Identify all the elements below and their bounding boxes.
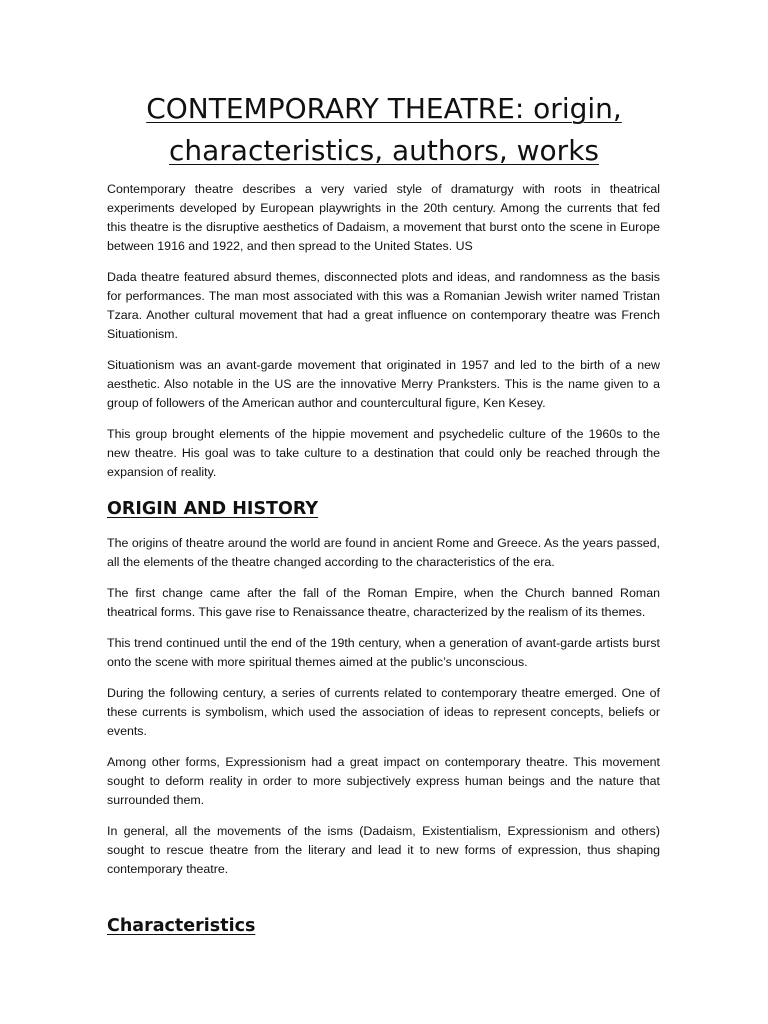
intro-paragraph-2: Dada theatre featured absurd themes, disconnected plots and ideas, and randomness as the basis for performances. The man most associated with this was a Romanian Jewish writer named Tristan Tzara. Another cultural movement that had a great influence on contemporary theatre was French Situationism. bbox=[107, 270, 660, 341]
characteristics-heading: Characteristics bbox=[107, 916, 256, 936]
origin-paragraph-6: In general, all the movements of the isms (Dadaism, Existentialism, Expressionism and others) sought to rescue theatre from the literary and lead it to new forms of expression, thus shaping contemporary theatre. bbox=[107, 824, 660, 876]
intro-paragraph-1: Contemporary theatre describes a very varied style of dramaturgy with roots in theatrical experiments developed by European playwrights in the 20th century. Among the currents that fed this theatre is the disruptive aesthetics of Dadaism, a movement that burst onto the scene in Europe between 1916 and 1922, and then spread to the United States. US bbox=[107, 182, 660, 253]
document-title: CONTEMPORARY THEATRE: origin, characteristics, authors, works bbox=[146, 92, 622, 167]
origin-paragraph-1: The origins of theatre around the world are found in ancient Rome and Greece. As the years passed, all the elements of the theatre changed according to the characteristics of the era. bbox=[107, 536, 660, 569]
origin-paragraph-3: This trend continued until the end of the 19th century, when a generation of avant-garde artists burst onto the scene with more spiritual themes aimed at the public’s unconscious. bbox=[107, 636, 660, 669]
origin-history-heading: ORIGIN AND HISTORY bbox=[107, 499, 319, 519]
origin-paragraph-4: During the following century, a series of currents related to contemporary theatre emerged. One of these currents is symbolism, which used the association of ideas to represent concepts, beliefs or events. bbox=[107, 686, 660, 738]
origin-paragraph-5: Among other forms, Expressionism had a great impact on contemporary theatre. This movement sought to deform reality in order to more subjectively express human beings and the nature that surrounded them. bbox=[107, 755, 660, 807]
document-body bbox=[107, 180, 660, 938]
origin-paragraph-2: The first change came after the fall of the Roman Empire, when the Church banned Roman theatrical forms. This gave rise to Renaissance theatre, characterized by the realism of its themes. bbox=[107, 586, 660, 619]
intro-paragraph-3: Situationism was an avant-garde movement that originated in 1957 and led to the birth of a new aesthetic. Also notable in the US are the innovative Merry Pranksters. This is the name given to a group of followers of the American author and countercultural figure, Ken Kesey. bbox=[107, 358, 660, 410]
intro-paragraph-4: This group brought elements of the hippie movement and psychedelic culture of the 1960s to the new theatre. His goal was to take culture to a destination that could only be reached through the expansion of reality. bbox=[107, 427, 660, 479]
